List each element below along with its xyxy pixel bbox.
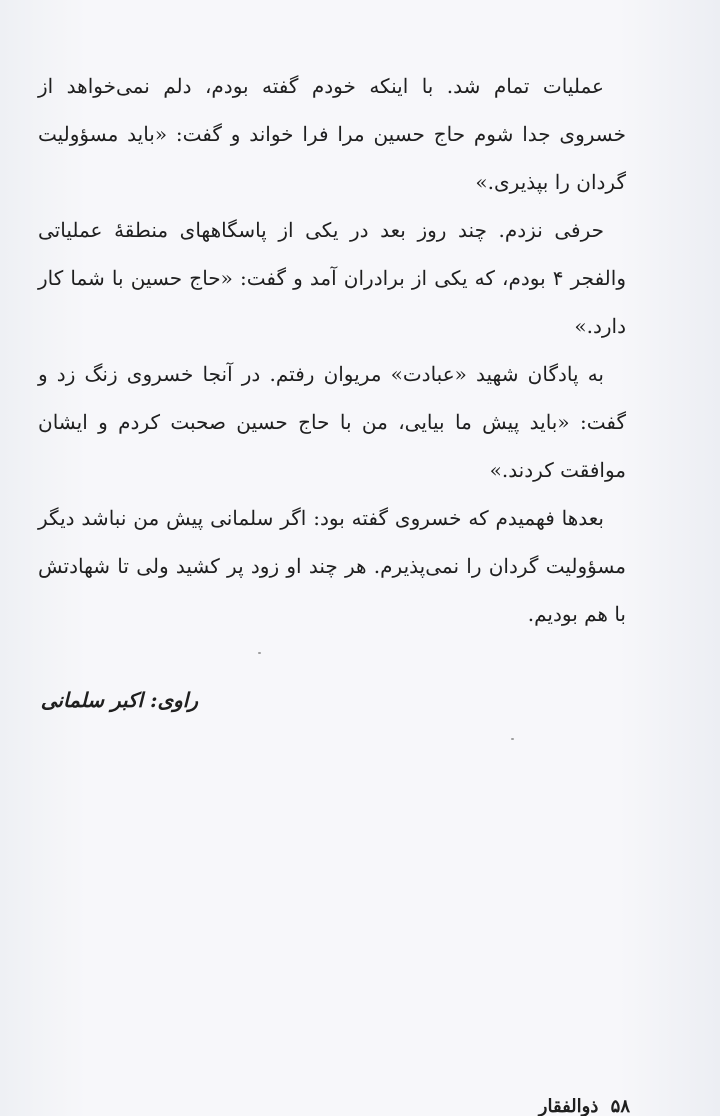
page-number: ۵۸ [610, 1096, 630, 1116]
story-text [38, 62, 626, 638]
narrator-credit: راوی: اکبر سلمانی [40, 688, 198, 712]
paper-speck [511, 738, 514, 740]
paragraph-1: عملیات تمام شد. با اینکه خودم گفته بودم، دلم نمی‌خواهد از خسروی جدا شوم حاج حسین مرا فرا خواند و گفت: «باید مسؤولیت گردان را بپذیری.» [38, 74, 626, 194]
page-footer [520, 1092, 630, 1116]
paper-speck [258, 652, 261, 654]
paragraph-4: بعدها فهمیدم که خسروی گفته بود: اگر سلمانی پیش من نباشد دیگر مسؤولیت گردان را نمی‌پذیرم. هر چند او زود پر کشید ولی تا شهادتش با هم بودیم. [38, 506, 626, 626]
paragraph-3: به پادگان شهید «عبادت» مریوان رفتم. در آنجا خسروی زنگ زد و گفت: «باید پیش ما بیایی، من با حاج حسین صحبت کردم و ایشان موافقت کردند.» [38, 362, 626, 482]
paragraph-2: حرفی نزدم. چند روز بعد در یکی از پاسگاههای منطقهٔ عملیاتی والفجر ۴ بودم، که یکی از برادران آمد و گفت: «حاج حسین با شما کار دارد.» [38, 218, 626, 338]
book-title: ذوالفقار [538, 1096, 599, 1116]
